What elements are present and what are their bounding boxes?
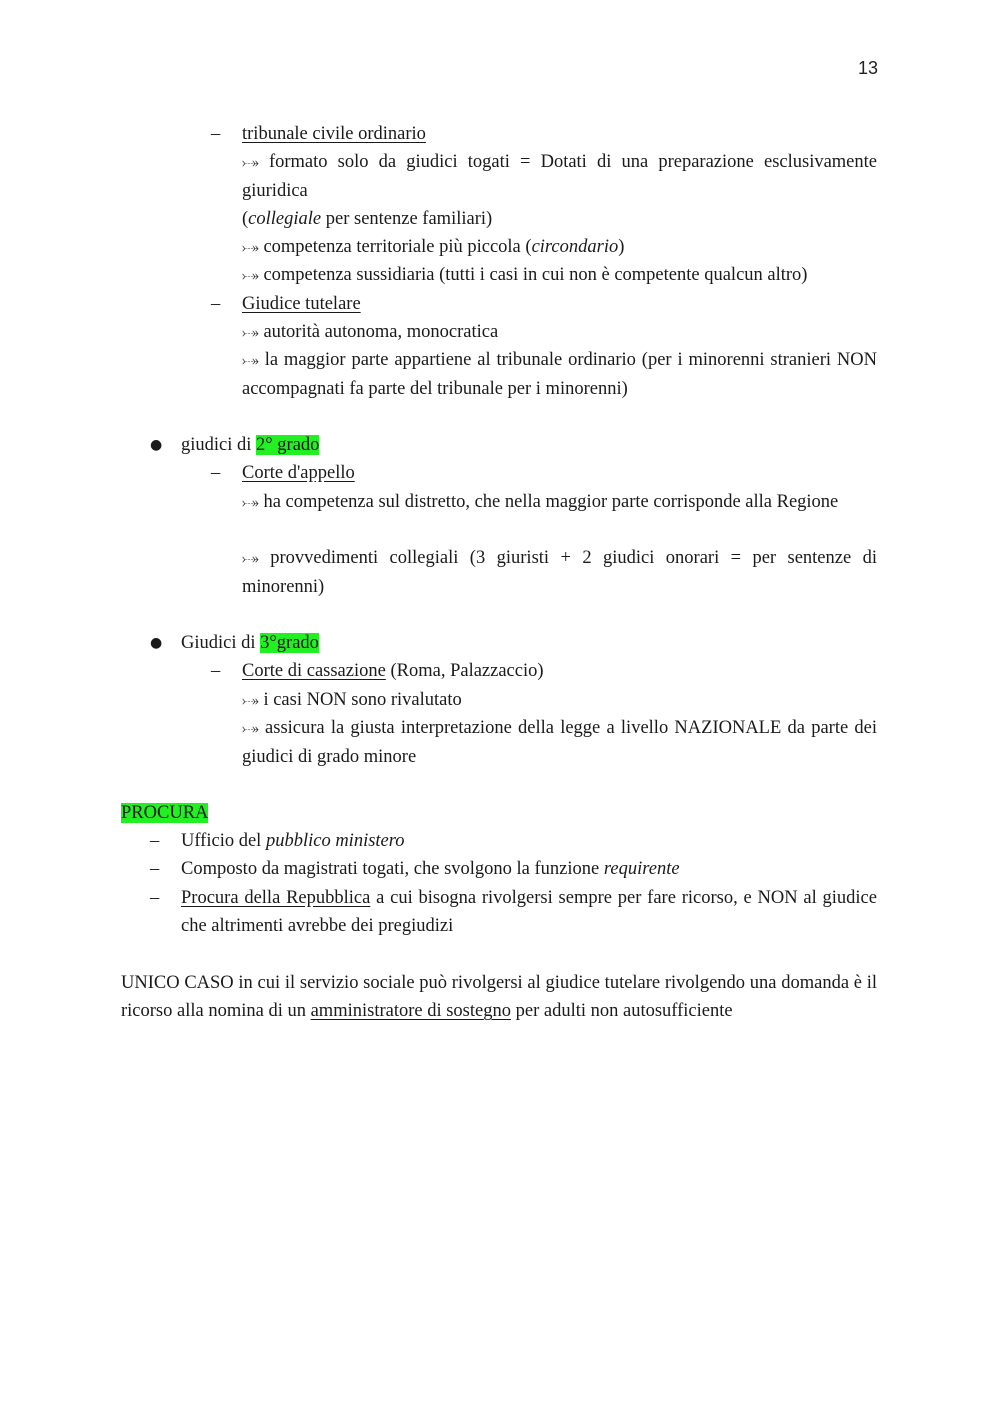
page-number: 13 xyxy=(857,58,878,78)
procura-item1: Ufficio del pubblico ministero xyxy=(181,831,405,851)
corte-cassazione-line2: ⤐ assicura la giusta interpretazione della legge a livello NAZIONALE da parte dei giudici di grado minore xyxy=(242,718,877,768)
arrow-icon: ⤐ xyxy=(242,268,259,284)
dash-marker: – xyxy=(211,294,221,314)
dash-marker: – xyxy=(211,661,221,681)
dash-marker: – xyxy=(150,831,160,851)
tribunale-line1: ⤐ formato solo da giudici togati = Dotati di una preparazione esclusivamente giuridica xyxy=(242,152,877,202)
corte-appello-title: Corte d'appello xyxy=(242,463,355,483)
corte-cassazione-line1: ⤐ i casi NON sono rivalutato xyxy=(242,690,462,710)
tribunale-title xyxy=(242,120,877,148)
arrow-icon: ⤐ xyxy=(242,240,259,256)
procura-item3: Procura della Repubblica a cui bisogna rivolgersi sempre per fare ricorso, e NON al giudice che altrimenti avrebbe dei pregiudizi xyxy=(181,888,877,937)
tribunale-line4: ⤐ competenza sussidiaria (tutti i casi in cui non è competente qualcun altro) xyxy=(242,265,808,285)
arrow-icon: ⤐ xyxy=(242,693,259,709)
dash-marker: – xyxy=(150,859,160,879)
bullet-marker: ● xyxy=(150,635,163,651)
terzo-grado-heading: Giudici di 3°grado xyxy=(181,633,319,653)
arrow-icon: ⤐ xyxy=(242,155,259,171)
corte-cassazione-title: Corte di cassazione (Roma, Palazzaccio) xyxy=(242,661,544,681)
arrow-icon: ⤐ xyxy=(242,721,259,737)
unico-caso-paragraph: UNICO CASO in cui il servizio sociale può rivolgersi al giudice tutelare rivolgendo una domanda è il ricorso alla nomina di un amministratore di sostegno per adulti non autosufficiente xyxy=(121,973,877,1022)
giudice-tutelare-line1: ⤐ autorità autonoma, monocratica xyxy=(242,322,499,342)
dash-marker: – xyxy=(150,888,160,908)
arrow-icon: ⤐ xyxy=(242,495,259,511)
corte-appello-line1: ⤐ ha competenza sul distretto, che nella maggior parte corrisponde alla Regione xyxy=(242,492,839,512)
tribunale-line2: (collegiale per sentenze familiari) xyxy=(242,209,493,229)
tribunale-line3: ⤐ competenza territoriale più piccola (circondario) xyxy=(242,237,625,257)
giudice-tutelare-title: Giudice tutelare xyxy=(242,294,361,314)
dash-marker: – xyxy=(211,124,221,144)
highlighted-text: 3°grado xyxy=(260,633,319,653)
highlighted-text: PROCURA xyxy=(121,803,209,823)
secondo-grado-heading: giudici di 2° grado xyxy=(181,435,320,455)
giudice-tutelare-line2: ⤐ la maggior parte appartiene al tribunale ordinario (per i minorenni stranieri NON accompagnati fa parte del tribunale per i minorenni) xyxy=(242,350,877,400)
arrow-icon: ⤐ xyxy=(242,353,259,369)
tribunale-title-text: tribunale civile ordinario xyxy=(242,124,426,144)
procura-item2: Composto da magistrati togati, che svolgono la funzione requirente xyxy=(181,859,680,879)
arrow-icon: ⤐ xyxy=(242,325,259,341)
procura-heading xyxy=(121,799,208,827)
highlighted-text: 2° grado xyxy=(256,435,320,455)
arrow-icon: ⤐ xyxy=(242,551,259,567)
dash-marker: – xyxy=(211,463,221,483)
bullet-marker: ● xyxy=(150,437,163,453)
corte-appello-line2: ⤐ provvedimenti collegiali (3 giuristi + 2 giudici onorari = per sentenze di minorenni) xyxy=(242,548,878,598)
